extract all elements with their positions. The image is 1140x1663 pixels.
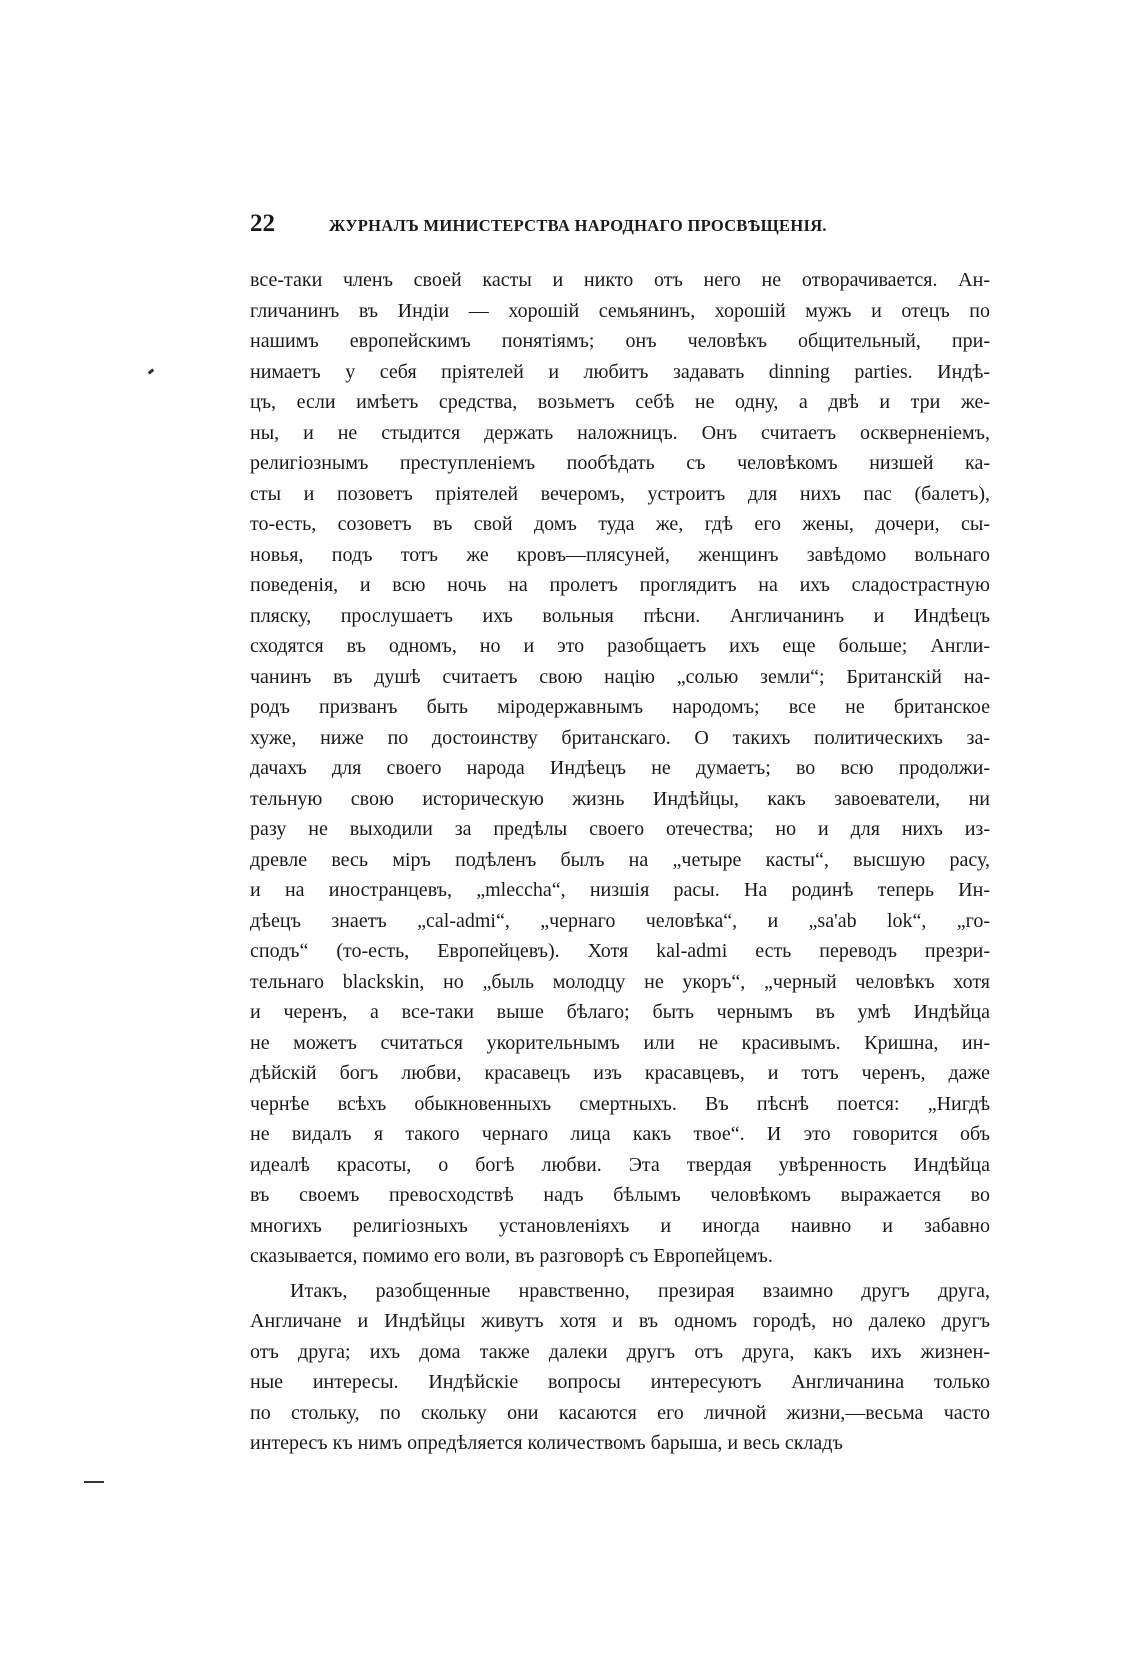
text-line: по стольку, по скольку они касаются его личной жизни,—весьма часто [250, 1401, 990, 1424]
text-line: сходятся въ одномъ, но и это разобщаетъ ихъ еще больше; Англи- [250, 635, 990, 657]
paragraph [250, 1276, 990, 1459]
text-line: идеалѣ красоты, о богѣ любви. Эта твердая увѣренность Индѣйца [250, 1153, 990, 1176]
text-line: не видалъ я такого чернаго лица какъ твое“. И это говорится объ [250, 1123, 990, 1145]
text-line: хуже, ниже по достоинству британскаго. О такихъ политическихъ за- [250, 726, 990, 749]
text-line: нимаетъ у себя пріятелей и любитъ задавать dinning parties. Индѣ- [250, 360, 990, 383]
text-line: отъ друга; ихъ дома также далеки другъ отъ друга, какъ ихъ жизнен- [250, 1340, 990, 1363]
margin-mark [84, 1481, 104, 1483]
text-line: поведенія, и всю ночь на пролетъ проглядитъ на ихъ сладострастную [250, 574, 990, 596]
text-line: и черенъ, а все-таки выше бѣлаго; быть чернымъ въ умѣ Индѣйца [250, 1001, 990, 1023]
text-line: сты и позоветъ пріятелей вечеромъ, устроитъ для нихъ пас (балетъ), [250, 482, 990, 505]
paragraph [250, 265, 990, 1272]
text-line: сказывается, помимо его воли, въ разговорѣ съ Европейцемъ. [250, 1245, 773, 1267]
text-line: и на иностранцевъ, „mleccha“, низшія расы. На родинѣ теперь Ин- [250, 879, 990, 901]
text-line: гличанинъ въ Индіи — хорошій семьянинъ, хорошій мужъ и отецъ по [250, 299, 990, 322]
text-line: дѣецъ знаетъ „cal-admi“, „чернаго человѣка“, и „sa'ab lok“, „го- [250, 909, 990, 932]
text-line: пляску, прослушаетъ ихъ вольныя пѣсни. Англичанинъ и Индѣецъ [250, 604, 990, 627]
text-line: разу не выходили за предѣлы своего отечества; но и для нихъ из- [250, 818, 990, 840]
text-line: сподъ“ (то-есть, Европейцевъ). Хотя kal-admi есть переводъ презри- [250, 940, 990, 962]
text-line: чернѣе всѣхъ обыкновенныхъ смертныхъ. Въ пѣснѣ поется: „Нигдѣ [250, 1092, 990, 1115]
margin-mark [148, 368, 155, 374]
text-line: Англичане и Индѣйцы живутъ хотя и въ одномъ городѣ, но далеко другъ [250, 1310, 990, 1332]
text-line: Итакъ, разобщенные нравственно, презирая взаимно другъ друга, [290, 1279, 990, 1302]
text-line: интересъ къ нимъ опредѣляется количествомъ барыша, и весь складъ [250, 1432, 843, 1454]
text-line: ны, и не стыдится держать наложницъ. Онъ считаетъ оскверненіемъ, [250, 421, 990, 444]
text-line: тельнаго blackskin, но „быль молодцу не укоръ“, „черный человѣкъ хотя [250, 970, 990, 993]
page-number: 22 [250, 210, 275, 237]
running-title: ЖУРНАЛЪ МИНИСТЕРСТВА НАРОДНАГО ПРОСВѢЩЕНІЯ. [329, 216, 827, 235]
text-line: дѣйскій богъ любви, красавецъ изъ красавцевъ, и тотъ черенъ, даже [250, 1062, 990, 1084]
text-line: цъ, если имѣетъ средства, возьметъ себѣ не одну, а двѣ и три же- [250, 391, 990, 413]
text-line: древле весь міръ подѣленъ былъ на „четыре касты“, высшую расу, [250, 848, 990, 871]
text-line: многихъ религіозныхъ установленіяхъ и иногда наивно и забавно [250, 1214, 990, 1237]
text-line: то-есть, созоветъ въ свой домъ туда же, гдѣ его жены, дочери, сы- [250, 513, 990, 535]
text-line: новья, подъ тотъ же кровъ—плясуней, женщинъ завѣдомо вольнаго [250, 543, 990, 566]
text-line: все-таки членъ своей касты и никто отъ него не отворачивается. Ан- [250, 269, 990, 291]
text-line: не можетъ считаться укорительнымъ или не красивымъ. Кришна, ин- [250, 1031, 990, 1054]
text-line: ные интересы. Индѣйскіе вопросы интересуютъ Англичанина только [250, 1371, 990, 1393]
text-line: родъ призванъ быть міродержавнымъ народомъ; все не британское [250, 696, 990, 718]
body-text [250, 265, 990, 1459]
text-line: тельную свою историческую жизнь Индѣйцы, какъ завоеватели, ни [250, 787, 990, 810]
text-line: чанинъ въ душѣ считаетъ свою націю „солью земли“; Британскій на- [250, 665, 990, 688]
text-line: нашимъ европейскимъ понятіямъ; онъ человѣкъ общительный, при- [250, 330, 990, 352]
text-line: дачахъ для своего народа Индѣецъ не думаетъ; во всю продолжи- [250, 757, 990, 779]
page-header [250, 210, 990, 250]
text-line: религіознымъ преступленіемъ пообѣдать съ человѣкомъ низшей ка- [250, 452, 990, 474]
text-line: въ своемъ превосходствѣ надъ бѣлымъ человѣкомъ выражается во [250, 1184, 990, 1206]
